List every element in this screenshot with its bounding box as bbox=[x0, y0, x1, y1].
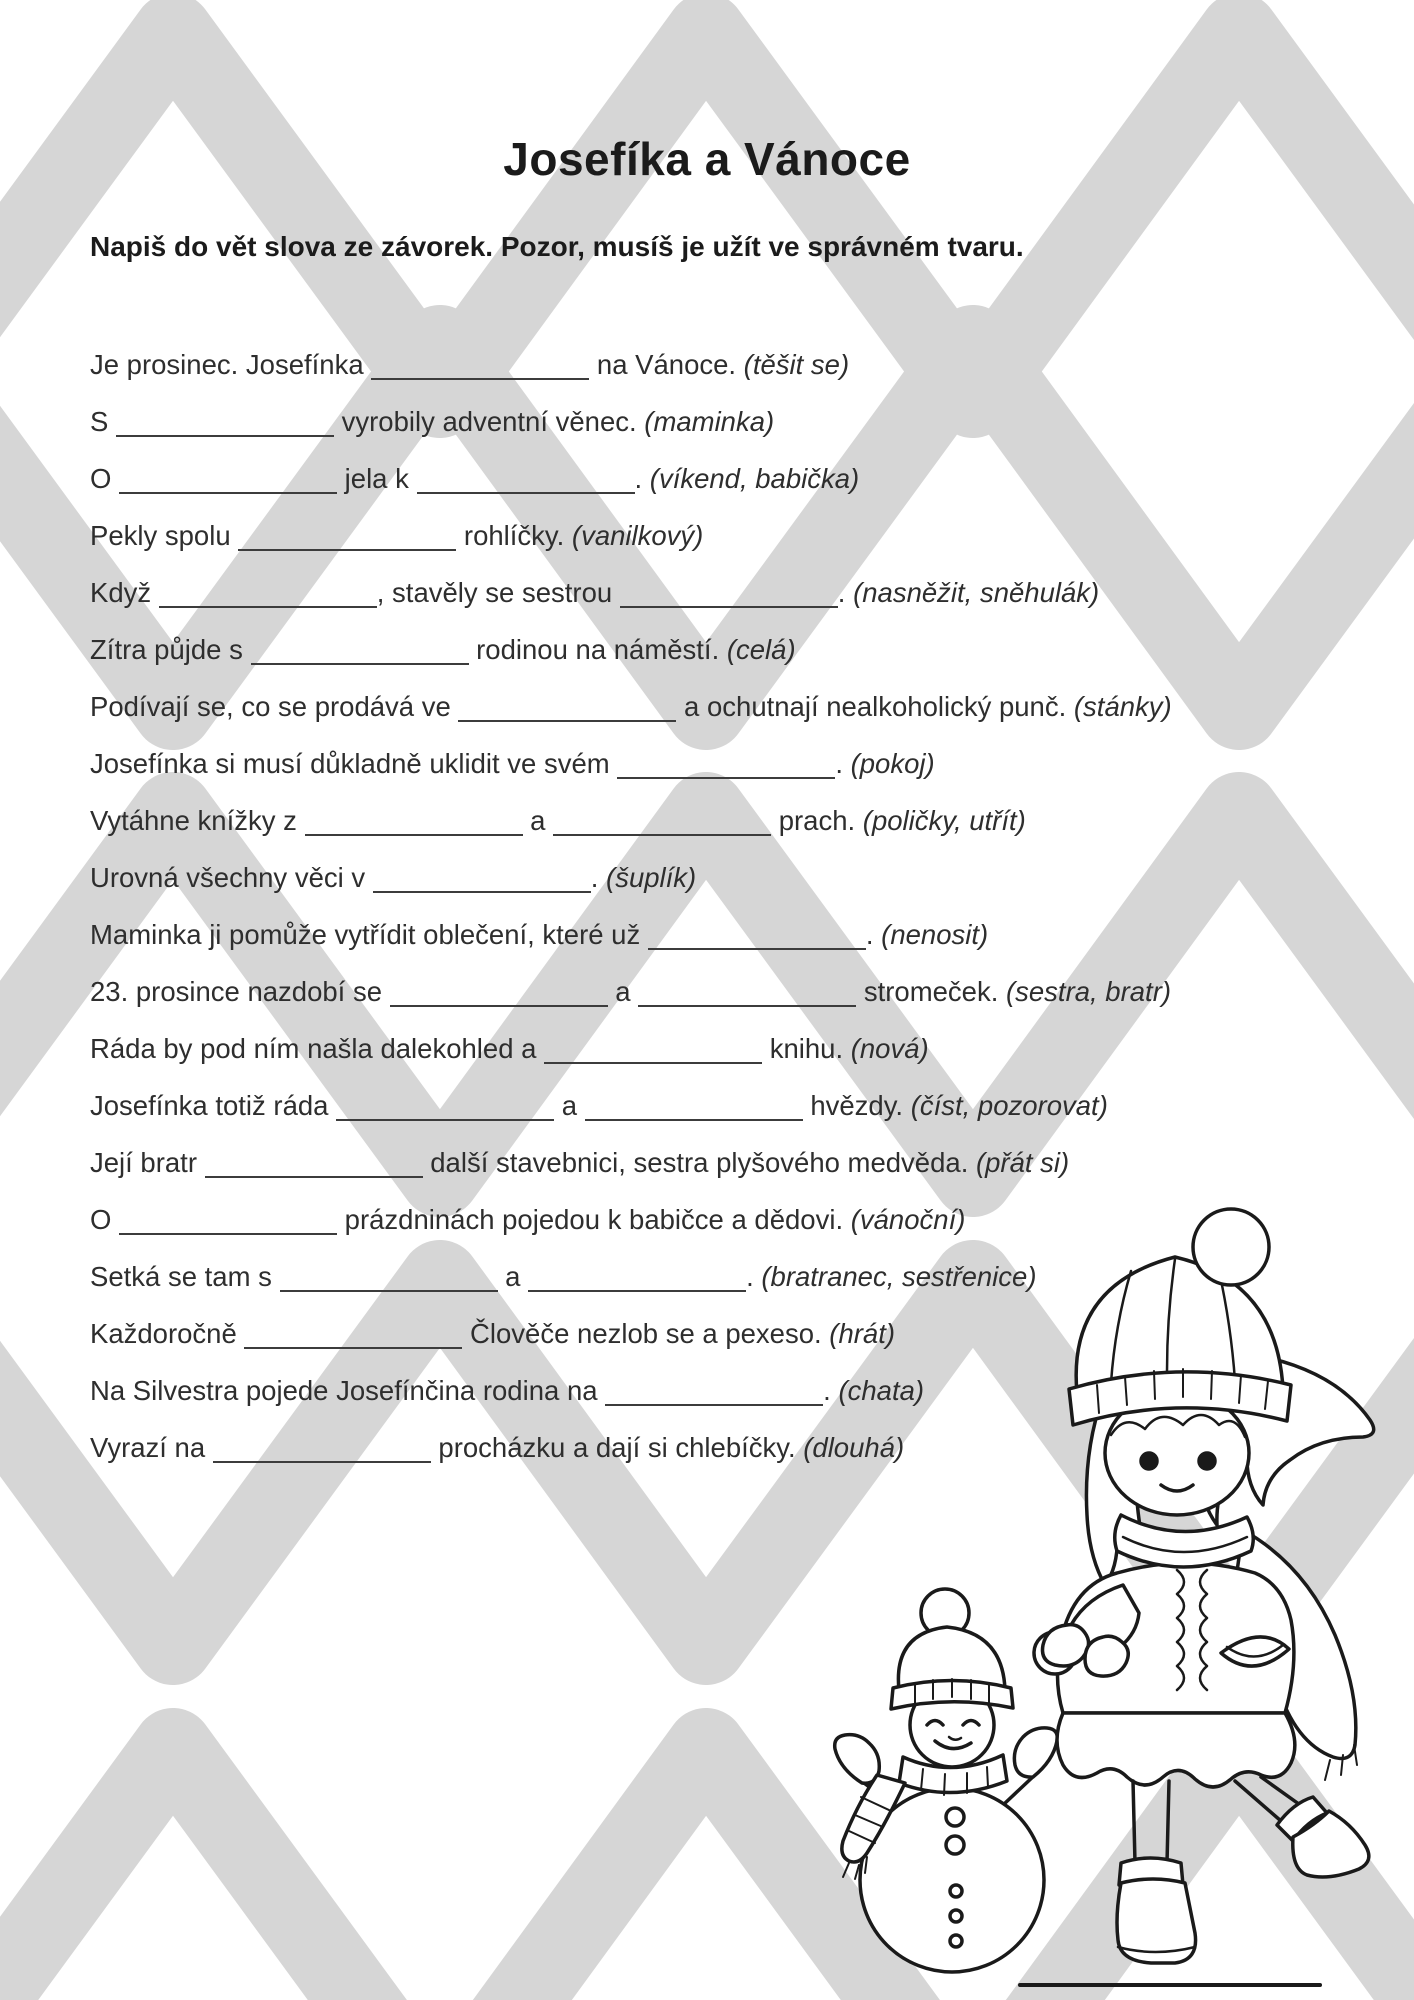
sentence-line bbox=[90, 1020, 1374, 1077]
blank-field[interactable] bbox=[553, 814, 771, 836]
sentence-line bbox=[90, 450, 1374, 507]
sentence-text: Josefínka si musí důkladně uklidit ve svém bbox=[90, 748, 618, 779]
blank-field[interactable] bbox=[373, 871, 591, 893]
sentence-line bbox=[90, 1077, 1374, 1134]
sentence-line bbox=[90, 336, 1374, 393]
hint-label: (poličky, utřít) bbox=[855, 805, 1026, 836]
blank-field[interactable] bbox=[280, 1270, 498, 1292]
sentence-text: Je prosinec. Josefínka bbox=[90, 349, 372, 380]
sentence-text: . bbox=[746, 1261, 754, 1292]
sentence-text: Každoročně bbox=[90, 1318, 245, 1349]
blank-field[interactable] bbox=[528, 1270, 746, 1292]
sentence-text: jela k bbox=[337, 463, 417, 494]
sentence-line bbox=[90, 1419, 1374, 1476]
sentence-text: Maminka ji pomůže vytřídit oblečení, které už bbox=[90, 919, 648, 950]
sentence-line bbox=[90, 678, 1374, 735]
sentence-line bbox=[90, 963, 1374, 1020]
sentence-text: prázdninách pojedou k babičce a dědovi. bbox=[337, 1204, 844, 1235]
blank-field[interactable] bbox=[544, 1042, 762, 1064]
sentence-text: prach. bbox=[771, 805, 856, 836]
sentence-text: a bbox=[522, 805, 554, 836]
sentence-text: Člověče nezlob se a pexeso. bbox=[462, 1318, 822, 1349]
sentence-line bbox=[90, 564, 1374, 621]
instruction-text: Napiš do vět slova ze závorek. Pozor, musíš je užít ve správném tvaru. bbox=[90, 231, 1024, 262]
sentence-list bbox=[90, 336, 1374, 1476]
sentence-line bbox=[90, 1305, 1374, 1362]
sentence-text: . bbox=[835, 748, 843, 779]
blank-field[interactable] bbox=[585, 1099, 803, 1121]
hint-label: (vánoční) bbox=[843, 1204, 966, 1235]
hint-label: (maminka) bbox=[636, 406, 775, 437]
blank-field[interactable] bbox=[305, 814, 523, 836]
hint-label: (číst, pozorovat) bbox=[903, 1090, 1108, 1121]
sentence-text: Zítra půjde s bbox=[90, 634, 251, 665]
blank-field[interactable] bbox=[371, 358, 589, 380]
blank-field[interactable] bbox=[119, 1213, 337, 1235]
sentence-text: Na Silvestra pojede Josefínčina rodina na bbox=[90, 1375, 606, 1406]
hint-label: (šuplík) bbox=[598, 862, 697, 893]
sentence-text: Podívají se, co se prodává ve bbox=[90, 691, 459, 722]
blank-field[interactable] bbox=[205, 1156, 423, 1178]
sentence-text: a bbox=[497, 1261, 529, 1292]
sentence-text: Když bbox=[90, 577, 159, 608]
sentence-line bbox=[90, 906, 1374, 963]
hint-label: (pokoj) bbox=[842, 748, 935, 779]
sentence-text: , stavěly se sestrou bbox=[376, 577, 620, 608]
sentence-text: a bbox=[554, 1090, 585, 1121]
blank-field[interactable] bbox=[638, 985, 856, 1007]
sentence-text: rodinou na náměstí. bbox=[468, 634, 720, 665]
hint-label: (bratranec, sestřenice) bbox=[753, 1261, 1037, 1292]
sentence-text: O bbox=[90, 1204, 120, 1235]
blank-field[interactable] bbox=[458, 700, 676, 722]
hint-label: (dlouhá) bbox=[795, 1432, 905, 1463]
blank-field[interactable] bbox=[213, 1441, 431, 1463]
hint-label: (celá) bbox=[719, 634, 796, 665]
sentence-text: stromeček. bbox=[856, 976, 999, 1007]
sentence-text: další stavebnici, sestra plyšového medvěda. bbox=[422, 1147, 969, 1178]
hint-label: (chata) bbox=[830, 1375, 925, 1406]
sentence-text: na Vánoce. bbox=[589, 349, 737, 380]
sentence-text: 23. prosince nazdobí se bbox=[90, 976, 390, 1007]
sentence-text: vyrobily adventní věnec. bbox=[333, 406, 637, 437]
sentence-text: Josefínka totiž ráda bbox=[90, 1090, 337, 1121]
blank-field[interactable] bbox=[119, 472, 337, 494]
sentence-text: . bbox=[865, 919, 874, 950]
sentence-text: S bbox=[90, 406, 116, 437]
blank-field[interactable] bbox=[617, 757, 835, 779]
sentence-text: Ráda by pod ním našla dalekohled a bbox=[90, 1033, 545, 1064]
sentence-text: procházku a dají si chlebíčky. bbox=[430, 1432, 796, 1463]
sentence-text: rohlíčky. bbox=[456, 520, 565, 551]
blank-field[interactable] bbox=[417, 472, 635, 494]
sentence-text: a bbox=[607, 976, 639, 1007]
blank-field[interactable] bbox=[620, 586, 838, 608]
hint-label: (stánky) bbox=[1066, 691, 1172, 722]
sentence-line bbox=[90, 507, 1374, 564]
sentence-line bbox=[90, 1248, 1374, 1305]
blank-field[interactable] bbox=[336, 1099, 554, 1121]
sentence-text: . bbox=[837, 577, 846, 608]
zigzag-row bbox=[0, 1748, 1414, 2000]
sentence-line bbox=[90, 621, 1374, 678]
sentence-line bbox=[90, 735, 1374, 792]
blank-field[interactable] bbox=[605, 1384, 823, 1406]
hint-label: (nová) bbox=[843, 1033, 929, 1064]
sentence-text: Vytáhne knížky z bbox=[90, 805, 305, 836]
sentence-text: Její bratr bbox=[90, 1147, 205, 1178]
hint-label: (těšit se) bbox=[736, 349, 850, 380]
hint-label: (sestra, bratr) bbox=[998, 976, 1172, 1007]
sentence-text: . bbox=[634, 463, 643, 494]
sentence-text: knihu. bbox=[762, 1033, 844, 1064]
hint-label: (nasněžit, sněhulák) bbox=[845, 577, 1100, 608]
sentence-text: . bbox=[823, 1375, 831, 1406]
sentence-text: hvězdy. bbox=[802, 1090, 904, 1121]
blank-field[interactable] bbox=[390, 985, 608, 1007]
blank-field[interactable] bbox=[116, 415, 334, 437]
sentence-line bbox=[90, 1134, 1374, 1191]
blank-field[interactable] bbox=[648, 928, 866, 950]
sentence-line bbox=[90, 393, 1374, 450]
sentence-line bbox=[90, 849, 1374, 906]
hint-label: (nenosit) bbox=[873, 919, 989, 950]
hint-label: (víkend, babička) bbox=[642, 463, 860, 494]
blank-field[interactable] bbox=[244, 1327, 462, 1349]
sentence-text: a ochutnají nealkoholický punč. bbox=[676, 691, 1067, 722]
sentence-text: Urovná všechny věci v bbox=[90, 862, 373, 893]
blank-field[interactable] bbox=[238, 529, 456, 551]
sentence-text: Vyrazí na bbox=[90, 1432, 213, 1463]
sentence-text: O bbox=[90, 463, 120, 494]
sentence-line bbox=[90, 1362, 1374, 1419]
sentence-text: Pekly spolu bbox=[90, 520, 239, 551]
sentence-text: Setká se tam s bbox=[90, 1261, 280, 1292]
blank-field[interactable] bbox=[251, 643, 469, 665]
sentence-line bbox=[90, 1191, 1374, 1248]
sentence-text: . bbox=[590, 862, 599, 893]
sentence-line bbox=[90, 792, 1374, 849]
hint-label: (hrát) bbox=[821, 1318, 895, 1349]
hint-label: (vanilkový) bbox=[564, 520, 704, 551]
hint-label: (přát si) bbox=[968, 1147, 1070, 1178]
page-title: Josefíka a Vánoce bbox=[503, 133, 911, 185]
blank-field[interactable] bbox=[159, 586, 377, 608]
